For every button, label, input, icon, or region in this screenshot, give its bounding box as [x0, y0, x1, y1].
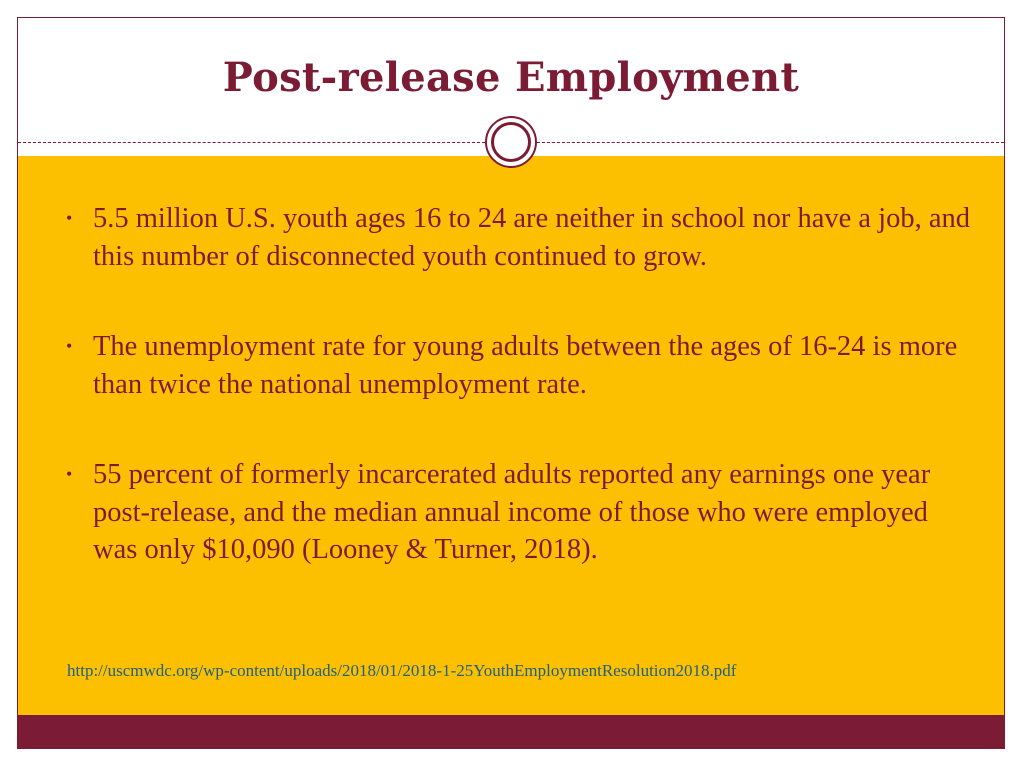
source-link[interactable]: http://uscmwdc.org/wp-content/uploads/2018/01/2018-1-25YouthEmploymentResolution2018.pdf [67, 661, 737, 680]
bullet-icon: • [66, 208, 73, 228]
bullet-item [66, 200, 976, 275]
content-area [18, 156, 1004, 717]
bullet-list [66, 200, 976, 569]
bullet-text: The unemployment rate for young adults between the ages of 16-24 is more than twice the national unemployment rate. [93, 331, 958, 400]
decorative-circle-icon [485, 116, 537, 168]
bullet-text: 55 percent of formerly incarcerated adults reported any earnings one year post-release, and the median annual income of those who were employed was only $10,090 (Looney & Turner, 2018). [93, 459, 931, 565]
bullet-item [66, 328, 976, 403]
bullet-icon: • [66, 464, 73, 484]
slide-title: Post-release Employment [222, 53, 800, 101]
bullet-text: 5.5 million U.S. youth ages 16 to 24 are neither in school nor have a job, and this number of disconnected youth continued to grow. [93, 203, 971, 272]
footer-bar [18, 715, 1004, 748]
bullet-item [66, 456, 976, 569]
bullet-icon: • [66, 336, 73, 356]
slide [17, 17, 1005, 749]
